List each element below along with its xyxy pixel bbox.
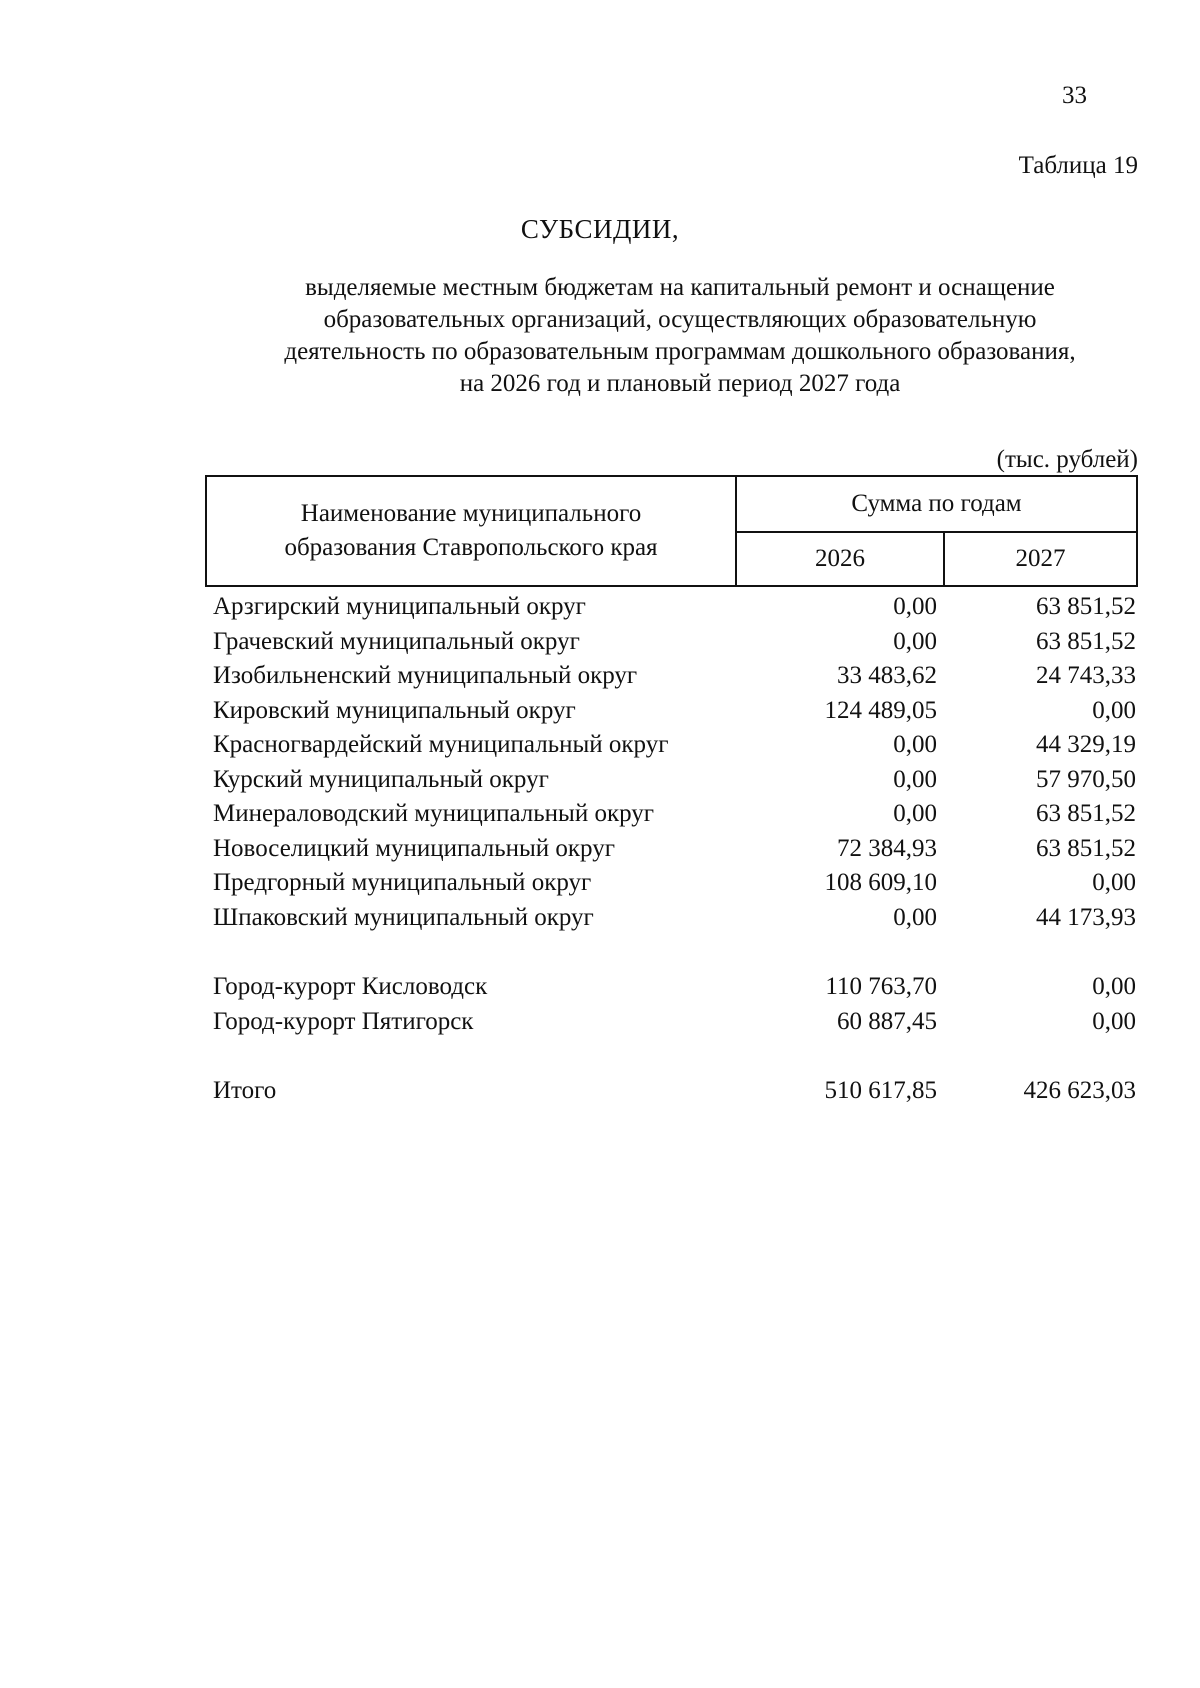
table-label: Таблица 19 [1018, 152, 1138, 179]
row-value-2026: 0,00 [893, 903, 937, 931]
row-name: Шпаковский муниципальный округ [213, 903, 594, 931]
row-name: Арзгирский муниципальный округ [213, 593, 586, 620]
table-row [205, 728, 1138, 763]
row-value-2026: 33 483,62 [837, 662, 937, 689]
table-header [205, 475, 1138, 587]
column-header-name: Наименование муниципального образования Ставропольского края [207, 477, 737, 585]
row-value-2026: 0,00 [893, 800, 937, 827]
table-row [205, 659, 1138, 694]
row-value-2026: 124 489,05 [824, 696, 937, 724]
row-value-2026: 0,00 [893, 627, 937, 655]
row-name: Изобильненский муниципальный округ [213, 662, 638, 689]
row-value-2026: 0,00 [893, 765, 937, 793]
row-name: Минераловодский муниципальный округ [213, 800, 655, 827]
row-name: Предгорный муниципальный округ [213, 869, 592, 896]
column-header-2027: 2027 [1015, 545, 1066, 572]
column-header-2026: 2026 [737, 533, 945, 585]
row-value-2027: 57 970,50 [1036, 765, 1136, 793]
row-value-2027: 0,00 [1092, 696, 1136, 724]
total-value-2026: 510 617,85 [824, 1077, 937, 1104]
row-value-2026: 110 763,70 [825, 973, 937, 1000]
row-name: Красногвардейский муниципальный округ [213, 731, 669, 758]
row-value-2026: 0,00 [893, 731, 937, 758]
column-header-sum: Сумма по годам [737, 477, 1136, 533]
row-value-2027: 63 851,52 [1036, 834, 1136, 862]
row-value-2027: 0,00 [1092, 1007, 1136, 1035]
row-value-2027: 24 743,33 [1036, 662, 1136, 689]
row-name: Город-курорт Кисловодск [213, 973, 488, 1000]
table-row [205, 590, 1138, 625]
row-value-2027: 63 851,52 [1036, 800, 1136, 827]
row-value-2027: 63 851,52 [1036, 593, 1136, 620]
row-value-2027: 0,00 [1092, 973, 1136, 1000]
row-name: Город-курорт Пятигорск [213, 1007, 474, 1035]
row-name: Грачевский муниципальный округ [213, 627, 580, 655]
row-value-2026: 0,00 [893, 593, 937, 620]
table-row [205, 901, 1138, 936]
row-name: Новоселицкий муниципальный округ [213, 834, 615, 862]
table-row [205, 797, 1138, 832]
row-value-2027: 44 329,19 [1036, 731, 1136, 758]
document-subtitle: выделяемые местным бюджетам на капитальный ремонт и оснащение образовательных организаций, осуществляющих образовательную деятельность по образовательным программам дошкольного образования, на 2026 год и плановый период 2027 года [284, 274, 1076, 397]
total-label: Итого [213, 1077, 277, 1104]
table-row [205, 763, 1138, 798]
row-name: Курский муниципальный округ [213, 765, 549, 793]
row-value-2027: 0,00 [1092, 869, 1136, 896]
total-row [205, 1074, 1138, 1109]
total-value-2027: 426 623,03 [1023, 1077, 1136, 1104]
row-value-2027: 63 851,52 [1036, 627, 1136, 655]
table-row [205, 625, 1138, 660]
table-row [205, 832, 1138, 867]
table-row [205, 866, 1138, 901]
table-row [205, 694, 1138, 729]
table-row [205, 970, 1138, 1005]
row-value-2027: 44 173,93 [1036, 903, 1136, 931]
units-note: (тыс. рублей) [996, 446, 1138, 473]
document-title: СУБСИДИИ, [520, 214, 680, 244]
row-value-2026: 108 609,10 [824, 869, 937, 896]
page-number: 33 [1062, 82, 1087, 109]
table-row [205, 1005, 1138, 1040]
row-name: Кировский муниципальный округ [213, 696, 576, 724]
table-body [205, 590, 1138, 1109]
row-value-2026: 60 887,45 [837, 1007, 937, 1035]
row-value-2026: 72 384,93 [837, 834, 937, 862]
